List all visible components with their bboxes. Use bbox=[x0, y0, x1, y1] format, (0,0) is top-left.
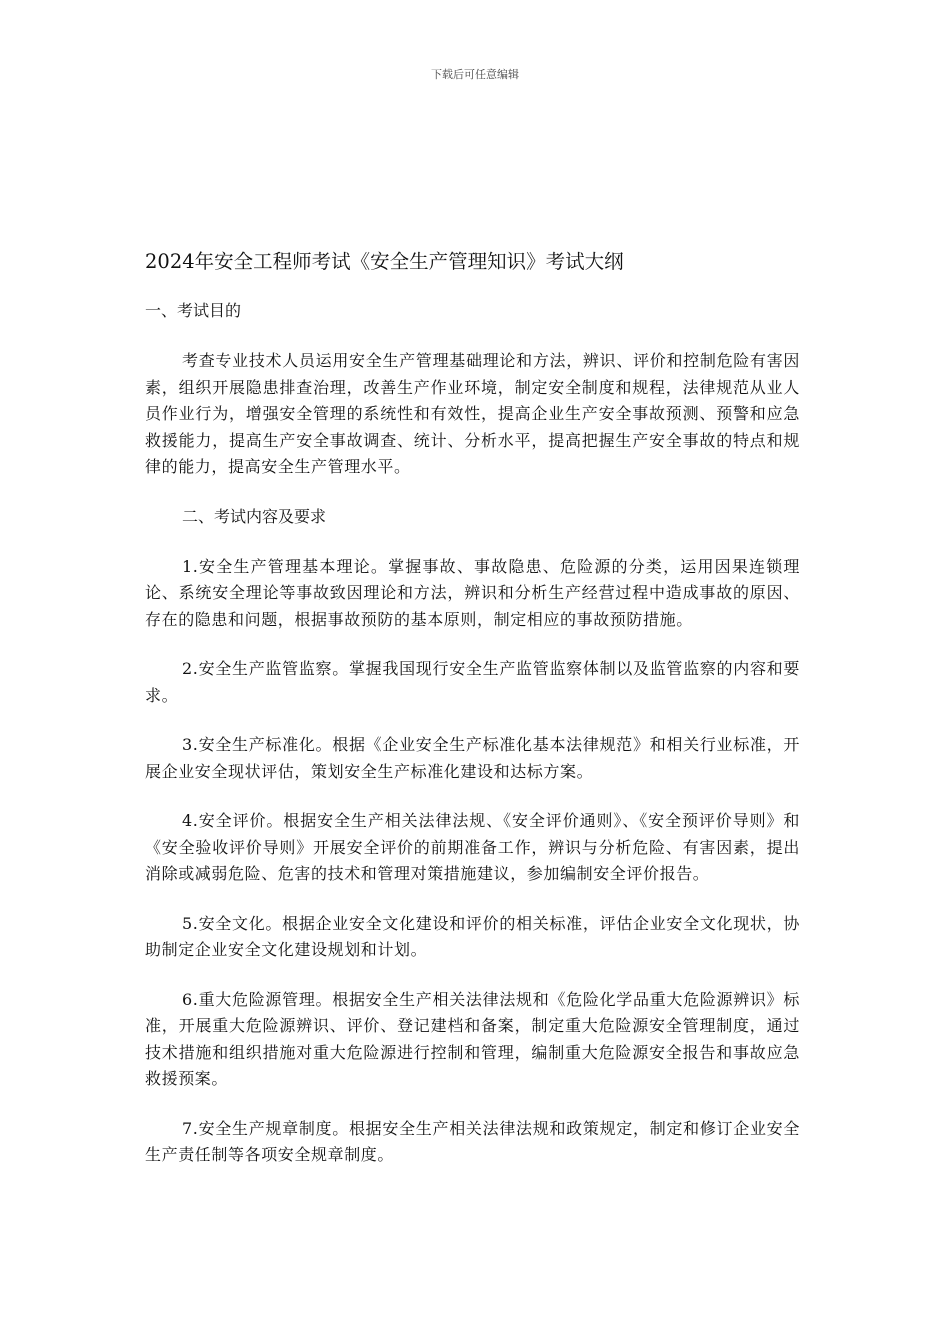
content-item-7: 7.安全生产规章制度。根据安全生产相关法律法规和政策规定，制定和修订企业安全生产责任制等各项安全规章制度。 bbox=[145, 1118, 800, 1164]
content-item-2: 2.安全生产监管监察。掌握我国现行安全生产监管监察体制以及监管监察的内容和要求。 bbox=[145, 659, 800, 705]
header-note: 下载后可任意编辑 bbox=[431, 68, 519, 81]
section-heading-exam-content: 二、考试内容及要求 bbox=[182, 506, 327, 526]
content-item-3: 3.安全生产标准化。根据《企业安全生产标准化基本法律规范》和相关行业标准，开展企业安全现状评估，策划安全生产标准化建设和达标方案。 bbox=[145, 735, 800, 781]
section-heading-exam-purpose: 一、考试目的 bbox=[145, 301, 242, 320]
content-item-1: 1.安全生产管理基本理论。掌握事故、事故隐患、危险源的分类，运用因果连锁理论、系统安全理论等事故致因理论和方法，辨识和分析生产经营过程中造成事故的原因、存在的隐患和问题，根据事故预防的基本原则，制定相应的事故预防措施。 bbox=[145, 556, 800, 629]
exam-purpose-paragraph: 考查专业技术人员运用安全生产管理基础理论和方法，辨识、评价和控制危险有害因素，组织开展隐患排查治理，改善生产作业环境，制定安全制度和规程，法律规范从业人员作业行为，增强安全管理的系统性和有效性，提高企业生产安全事故预测、预警和应急救援能力，提高生产安全事故调查、统计、分析水平，提高把握生产安全事故的特点和规律的能力，提高安全生产管理水平。 bbox=[145, 351, 800, 476]
document-body bbox=[145, 248, 800, 1192]
content-item-6: 6.重大危险源管理。根据安全生产相关法律法规和《危险化学品重大危险源辨识》标准，开展重大危险源辨识、评价、登记建档和备案，制定重大危险源安全管理制度，通过技术措施和组织措施对重大危险源进行控制和管理，编制重大危险源安全报告和事故应急救援预案。 bbox=[145, 989, 800, 1088]
content-item-5: 5.安全文化。根据企业安全文化建设和评价的相关标准，评估企业安全文化现状，协助制定企业安全文化建设规划和计划。 bbox=[145, 913, 800, 959]
document-title: 2024年安全工程师考试《安全生产管理知识》考试大纲 bbox=[145, 250, 624, 273]
content-item-4: 4.安全评价。根据安全生产相关法律法规、《安全评价通则》、《安全预评价导则》和《安全验收评价导则》开展安全评价的前期准备工作，辨识与分析危险、有害因素，提出消除或减弱危险、危害的技术和管理对策措施建议，参加编制安全评价报告。 bbox=[145, 811, 800, 883]
